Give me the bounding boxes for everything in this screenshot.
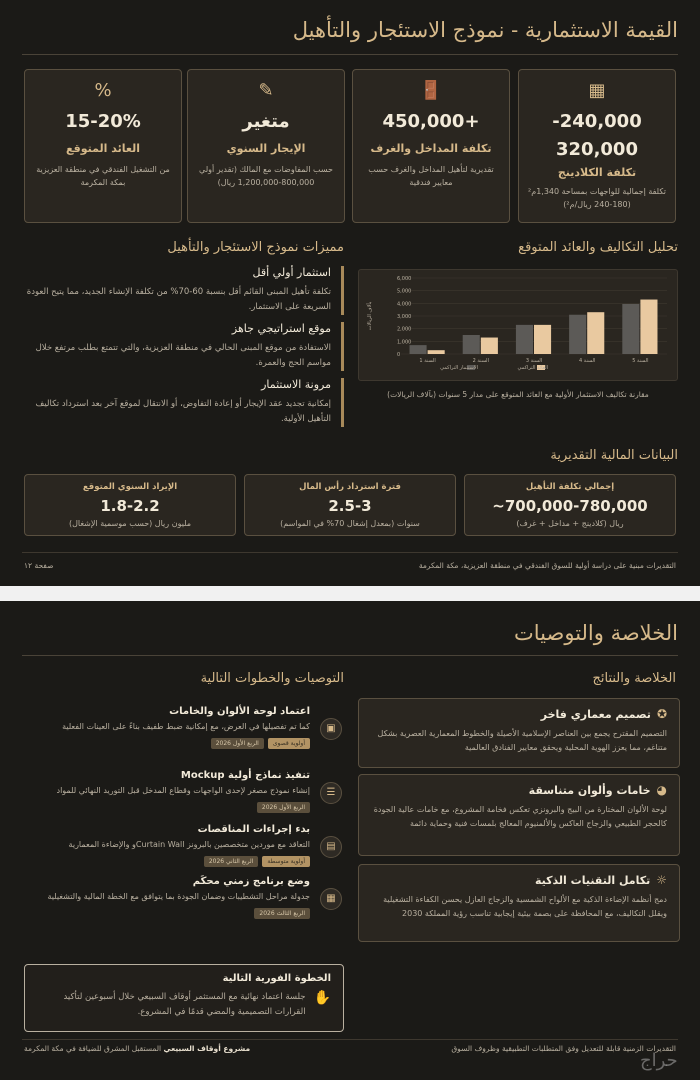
palette-board-icon: ▣ (320, 718, 342, 740)
y-tick-label: 3,000 (397, 314, 412, 320)
x-tick-label: السنة 5 (632, 358, 649, 364)
bar-return (534, 325, 551, 354)
stat-desc: تقديرية لتأهيل المداخل والغرف حسب معايير فندقية (368, 165, 494, 187)
timeline-badge: الربع الثاني 2026 (204, 856, 259, 867)
bar-investment (410, 345, 427, 354)
stat-card-return (24, 69, 182, 223)
fin-sub: سنوات (بمعدل إشغال 70% في المواسم) (280, 519, 420, 528)
page-number: صفحة ١٢ (24, 561, 54, 570)
feature-title: مرونة الاستثمار (261, 378, 331, 391)
fin-card-revenue (24, 474, 236, 536)
y-tick-label: 2,000 (397, 326, 412, 333)
features-heading: مميزات نموذج الاستئجار والتأهيل (167, 240, 344, 255)
rec-title: وضع برنامج زمني محكَم (192, 876, 310, 887)
door-icon: 🚪 (419, 80, 443, 101)
stat-value: 15-20% (65, 111, 141, 132)
next-step-box (24, 964, 344, 1032)
footer-project-name: مشروع أوقاف السبيعي (163, 1044, 251, 1053)
x-tick-label: السنة 2 (472, 358, 489, 364)
fin-card-total-cost (464, 474, 676, 536)
conclusion-desc: التصميم المقترح يجمع بين العناصر الإسلامية الأصيلة والخطوط المعمارية العصرية بشكل متناغم، مما يعزز الهوية المحلية ويحقق معايير الفنادق العالمية (377, 729, 667, 752)
award-icon: ✪ (656, 707, 667, 721)
rec-title: اعتماد لوحة الألوان والخامات (169, 706, 310, 717)
conclusion-card (358, 864, 680, 942)
rec-item (22, 706, 342, 749)
conclusion-title: تكامل التقنيات الذكية (535, 873, 651, 887)
feature-item (22, 322, 344, 371)
tasks-icon: ☰ (320, 782, 342, 804)
stat-label: تكلفة الكلادينج (557, 166, 637, 179)
stat-value: 240,000- 320,000 (552, 111, 642, 160)
stat-desc: من التشغيل الفندقي في منطقة العزيزية بمكة المكرمة (36, 165, 170, 187)
conclusion-desc: دمج أنظمة الإضاءة الذكية مع الألواح الشمسية والزجاج العازل يحسن الكفاءة التشغيلية ويقلل التكاليف، مع المحافظة على بصمة بيئية إيجابية تناسب رؤية المملكة 2030 (383, 895, 667, 918)
page-gap (0, 586, 700, 601)
stat-desc: تكلفة إجمالية للواجهات بمساحة 1,340م² (180-240 ريال/م²) (528, 187, 666, 209)
stat-label: تكلفة المداخل والغرف (370, 142, 492, 155)
rec-title: بدء إجراءات المناقصات (197, 824, 310, 835)
stat-value: +450,000 (382, 111, 480, 132)
rec-title: تنفيذ نماذج أولية Mockup (180, 770, 310, 781)
rec-desc: إنشاء نموذج مصغر لإحدى الواجهات وقطاع المدخل قبل التوريد النهائي للمواد (56, 786, 310, 795)
fin-label: الإيراد السنوي المتوقع (82, 482, 178, 492)
bar-chart (357, 270, 677, 382)
rec-item (22, 770, 342, 813)
bar-investment (463, 335, 480, 354)
fin-value: 700,000-780,000~ (492, 497, 648, 515)
y-tick-label: 5,000 (397, 288, 412, 295)
percent-icon: % (94, 80, 112, 101)
chart-heading: تحليل التكاليف والعائد المتوقع (518, 240, 678, 255)
feature-title: استثمار أولي أقل (252, 266, 331, 279)
watermark-logo: حراج (640, 1050, 678, 1071)
stat-card-entrances (352, 69, 510, 223)
footer-divider (22, 552, 678, 553)
bar-return (587, 312, 604, 354)
feature-item (22, 378, 344, 427)
fin-sub: مليون ريال (حسب موسمية الإشغال) (68, 519, 192, 528)
y-tick-label: 0 (397, 352, 401, 358)
rec-desc: كما تم تفصيلها في العرض، مع إمكانية ضبط طفيف بناءً على العينات الفعلية (62, 722, 310, 731)
footer-divider (22, 1039, 678, 1040)
timeline-badge: الربع الثالث 2026 (254, 908, 310, 919)
fin-value: 2.5-3 (328, 497, 372, 515)
bar-return (640, 300, 657, 354)
next-step-title: الخطوة الفورية التالية (222, 973, 331, 984)
legend-label: العائد التراكمي (517, 365, 548, 371)
page-title: القيمة الاستثمارية - نموذج الاستئجار والتأهيل (292, 18, 678, 42)
rec-desc: جدولة مراحل التشطيبات وضمان الجودة بما يتوافق مع الخطة المالية والتشغيلية (47, 892, 310, 901)
feature-desc: تكلفة تأهيل المبنى القائم أقل بنسبة 60-70% من تكلفة الإنشاء الجديد، مما يتيح العودة السريعة على الاستثمار. (26, 287, 331, 312)
conclusion-card (358, 698, 680, 768)
legend-label: الاستثمار التراكمي (440, 365, 478, 371)
calendar-icon: ▦ (320, 888, 342, 910)
stat-card-rent (187, 69, 345, 223)
x-tick-label: السنة 4 (579, 358, 596, 364)
feature-title: موقع استراتيجي جاهز (231, 322, 331, 335)
building-icon: ▦ (588, 80, 606, 101)
conclusion-desc: لوحة الألوان المختارة من البيج والبرونزي تعكس فخامة المشروع، مع خامات عالية الجودة كالحجر الطبيعي والزجاج العاكس والألمنيوم المعالج بلمسات فنية وحماية دائمة (373, 805, 667, 828)
conclusions-heading: الخلاصة والنتائج (592, 671, 676, 686)
bar-return (481, 338, 498, 354)
bar-investment (569, 315, 586, 354)
fin-label: إجمالي تكلفة التأهيل (525, 482, 615, 492)
footer-tagline: المستقبل المشرق للضيافة في مكة المكرمة (24, 1044, 162, 1053)
fin-value: 1.8-2.2 (100, 497, 160, 515)
title-divider (22, 54, 678, 55)
contract-icon: ✎ (258, 80, 274, 101)
next-step-desc: جلسة اعتماد نهائية مع المستثمر أوقاف السبيعي خلال أسبوعين لتأكيد القرارات التصميمية والمضي قدمًا في المشروع. (63, 992, 306, 1017)
palette-icon: ◕ (656, 783, 667, 797)
stat-card-cladding (518, 69, 676, 223)
stat-value: متغير (242, 111, 290, 132)
recs-heading: التوصيات والخطوات التالية (200, 671, 344, 686)
y-tick-label: 6,000 (397, 276, 412, 282)
conclusion-title: خامات وألوان متناسقة (528, 783, 651, 797)
y-axis-label: بآلاف الريالات (367, 301, 373, 331)
footer-note: التقديرات مبنية على دراسة أولية للسوق الفندقي في منطقة العزيزية، مكة المكرمة (418, 561, 676, 570)
chart-caption: مقارنة تكاليف الاستثمار الأولية مع العائد المتوقع على مدار 5 سنوات (بآلاف الريالات) (387, 390, 649, 399)
page-title: الخلاصة والتوصيات (514, 621, 678, 645)
footer-project (24, 1044, 250, 1053)
y-tick-label: 4,000 (397, 301, 412, 308)
lightbulb-icon: ☼ (656, 873, 667, 887)
stat-desc: حسب المفاوضات مع المالك (تقدير أولي 800,000-1,200,000 ريال) (199, 165, 333, 187)
handshake-icon: ✋ (313, 990, 331, 1006)
priority-badge: أولوية متوسطة (262, 856, 310, 867)
financial-heading: البيانات المالية التقديرية (550, 448, 678, 463)
stat-label: الإيجار السنوي (226, 142, 306, 155)
conclusion-title: تصميم معماري فاخر (540, 707, 651, 721)
footer-note: التقديرات الزمنية قابلة للتعديل وفق المتطلبات التطبيقية وظروف السوق (451, 1044, 676, 1053)
bar-return (428, 350, 445, 354)
fin-sub: ريال (كلادينج + مداخل + غرف) (516, 519, 624, 528)
chart-panel (358, 269, 678, 381)
feature-desc: الاستفادة من موقع المبنى الحالي في منطقة العزيزية، والتي تتمتع بطلب مرتفع خلال مواسم الحج والعمرة. (35, 343, 331, 368)
timeline-badge: الربع الأول 2026 (211, 738, 264, 749)
x-tick-label: السنة 3 (525, 358, 543, 364)
stat-label: العائد المتوقع (66, 142, 140, 155)
priority-badge: أولوية قصوى (268, 738, 310, 749)
timeline-badge: الربع الأول 2026 (257, 802, 310, 813)
bar-investment (516, 325, 533, 354)
rec-desc: التعاقد مع موردين متخصصين بالبرونز Curtain Wallو والإضاءة المعمارية (68, 840, 310, 849)
feature-item (22, 266, 344, 315)
x-tick-label: السنة 1 (419, 358, 436, 364)
feature-desc: إمكانية تجديد عقد الإيجار أو إعادة التفاوض، أو الانتقال لموقع آخر بعد استرداد تكاليف التأهيل الأولية. (35, 399, 331, 424)
fin-label: فترة استرداد رأس المال (299, 482, 401, 492)
fin-card-payback (244, 474, 456, 536)
rec-item (22, 876, 342, 919)
title-divider (22, 655, 678, 656)
bar-investment (622, 304, 639, 354)
contract-doc-icon: ▤ (320, 836, 342, 858)
conclusion-card (358, 774, 680, 856)
rec-item (22, 824, 342, 867)
y-tick-label: 1,000 (397, 339, 412, 346)
